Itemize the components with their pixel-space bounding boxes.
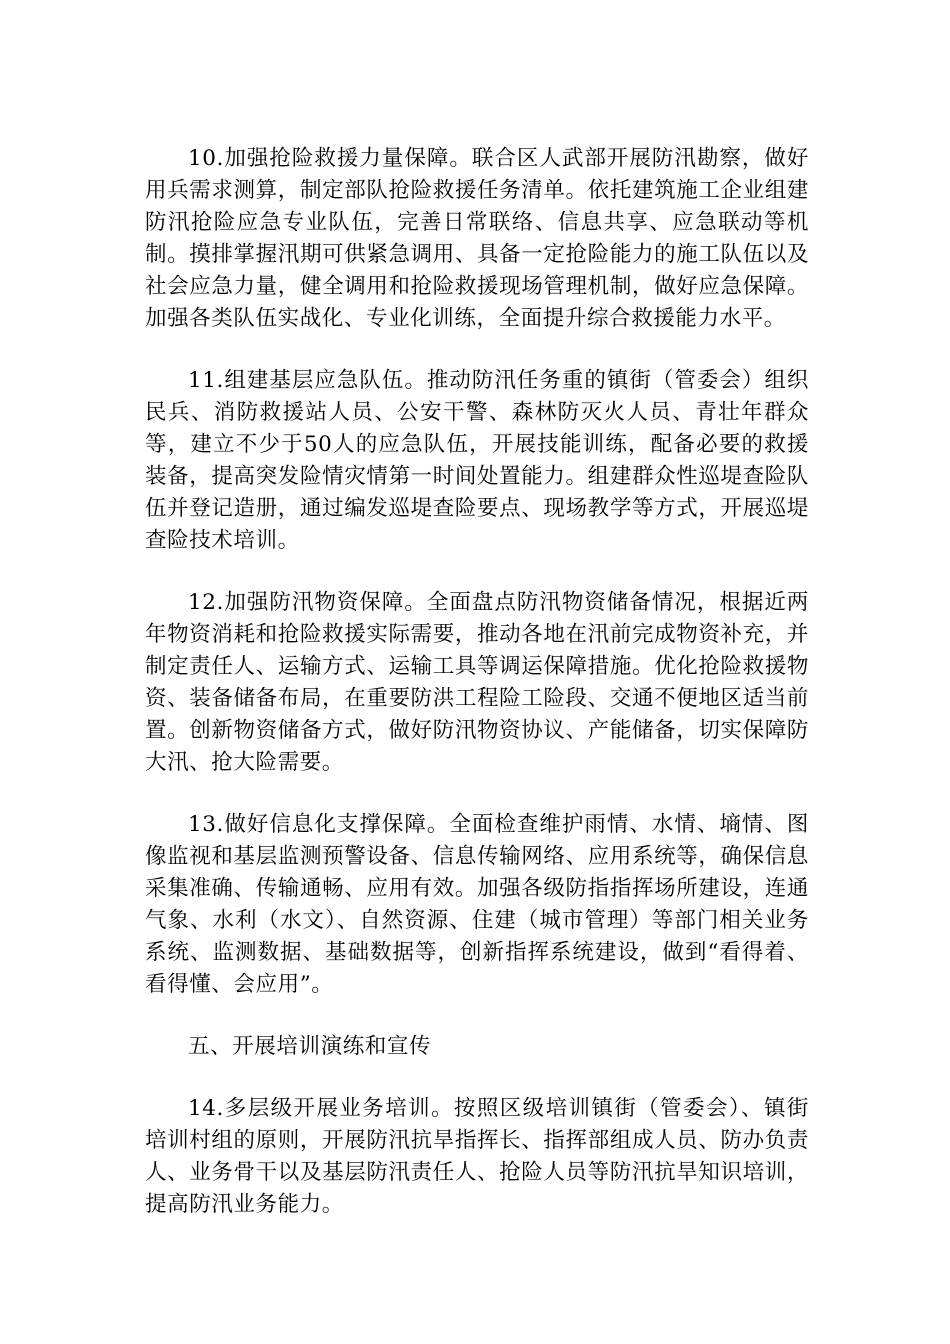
- paragraph-11: 11.组建基层应急队伍。推动防汛任务重的镇街（管委会）组织民兵、消防救援站人员、公安干警、森林防灭火人员、青壮年群众等，建立不少于50人的应急队伍，开展技能训练，配备必要的救援装备，提高突发险情灾情第一时间处置能力。组建群众性巡堤查险队伍并登记造册，通过编发巡堤查险要点、现场教学等方式，开展巡堤查险技术培训。: [145, 368, 809, 553]
- paragraph-13: 13.做好信息化支撑保障。全面检查维护雨情、水情、墒情、图像监视和基层监测预警设备、信息传输网络、应用系统等，确保信息采集准确、传输通畅、应用有效。加强各级防指指挥场所建设，连通气象、水利（水文）、自然资源、住建（城市管理）等部门相关业务系统、监测数据、基础数据等，创新指挥系统建设，做到“看得着、看得懂、会应用”。: [145, 812, 809, 997]
- document-body: [145, 143, 809, 1251]
- paragraph-12: 12.加强防汛物资保障。全面盘点防汛物资储备情况，根据近两年物资消耗和抢险救援实际需要，推动各地在汛前完成物资补充，并制定责任人、运输方式、运输工具等调运保障措施。优化抢险救援物资、装备储备布局，在重要防洪工程险工险段、交通不便地区适当前置。创新物资储备方式，做好防汛物资协议、产能储备，切实保障防大汛、抢大险需要。: [145, 590, 809, 775]
- paragraph-10: 10.加强抢险救援力量保障。联合区人武部开展防汛勘察，做好用兵需求测算，制定部队抢险救援任务清单。依托建筑施工企业组建防汛抢险应急专业队伍，完善日常联络、信息共享、应急联动等机制。摸排掌握汛期可供紧急调用、具备一定抢险能力的施工队伍以及社会应急力量，健全调用和抢险救援现场管理机制，做好应急保障。加强各类队伍实战化、专业化训练，全面提升综合救援能力水平。: [145, 146, 809, 331]
- section-heading: 五、开展培训演练和宣传: [188, 1034, 432, 1059]
- paragraph-14: 14.多层级开展业务培训。按照区级培训镇街（管委会）、镇街培训村组的原则，开展防汛抗旱指挥长、指挥部组成人员、防办负责人、业务骨干以及基层防汛责任人、抢险人员等防汛抗旱知识培训，提高防汛业务能力。: [145, 1096, 809, 1217]
